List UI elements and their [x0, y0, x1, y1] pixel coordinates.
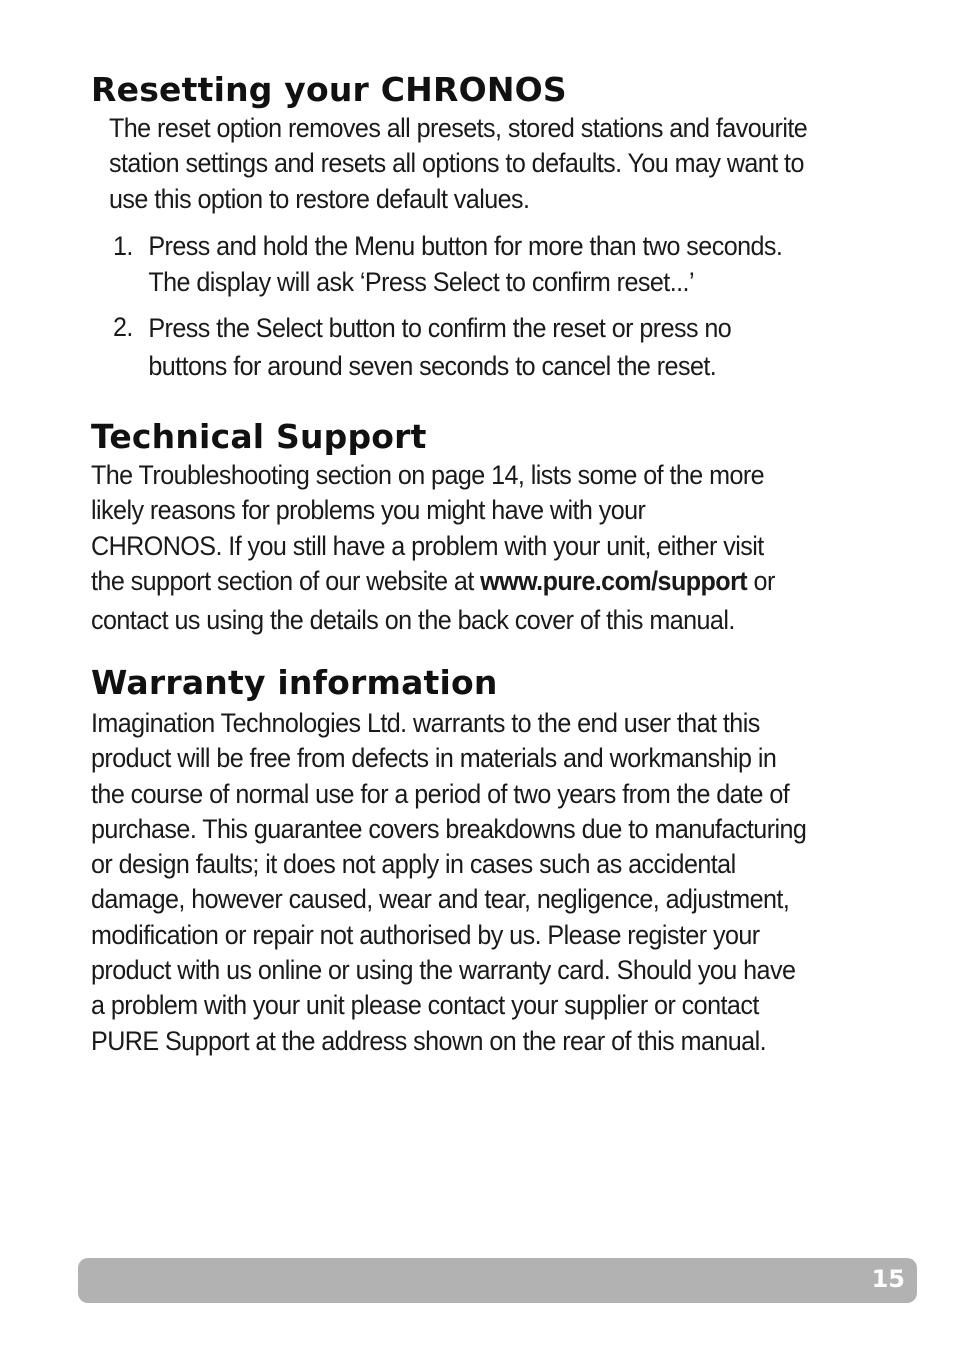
support-line-4: [91, 564, 775, 599]
warranty-line: product with us online or using the warranty card. Should you have: [91, 955, 796, 986]
reset-step-1-line-2: The display will ask ‘Press Select to confirm reset...’: [148, 267, 694, 297]
warranty-line: a problem with your unit please contact your supplier or contact: [91, 990, 759, 1021]
reset-step-2: [113, 309, 876, 387]
resetting-heading: Resetting your CHRONOS: [91, 70, 567, 109]
warranty-line: damage, however caused, wear and tear, negligence, adjustment,: [91, 884, 790, 915]
support-line-4-tail: or: [747, 565, 775, 596]
support-line-4-text: the support section of our website at: [91, 565, 481, 596]
reset-step-2-line-1: Press the Select button to confirm the reset or press no: [148, 313, 732, 343]
reset-step-2-line-2: buttons for around seven seconds to cancel the reset.: [148, 351, 717, 381]
warranty-line: the course of normal use for a period of two years from the date of: [91, 778, 790, 809]
support-line-1: The Troubleshooting section on page 14, lists some of the more: [91, 460, 765, 490]
reset-step-1-number: 1.: [113, 231, 133, 261]
page-footer-bar: [78, 1258, 917, 1303]
support-paragraph: [91, 458, 775, 638]
support-website-link[interactable]: www.pure.com/support: [480, 565, 748, 596]
support-heading: Technical Support: [91, 417, 427, 456]
warranty-line: or design faults; it does not apply in cases such as accidental: [91, 849, 736, 880]
reset-step-1: [113, 228, 876, 302]
warranty-line: Imagination Technologies Ltd. warrants to the end user that this: [91, 708, 760, 738]
reset-step-1-line-1: Press and hold the Menu button for more than two seconds.: [148, 231, 783, 261]
warranty-line: product will be free from defects in materials and workmanship in: [91, 743, 777, 774]
support-line-2: likely reasons for problems you might have with your: [91, 495, 646, 526]
warranty-line: modification or repair not authorised by us. Please register your: [91, 919, 760, 950]
resetting-intro-line-1: The reset option removes all presets, stored stations and favourite: [109, 113, 808, 143]
resetting-intro-line-3: use this option to restore default values.: [109, 183, 530, 214]
warranty-line: PURE Support at the address shown on the rear of this manual.: [91, 1025, 767, 1056]
warranty-line: purchase. This guarantee covers breakdowns due to manufacturing: [91, 813, 807, 844]
resetting-intro-line-2: station settings and resets all options to defaults. You may want to: [109, 148, 804, 179]
warranty-paragraph: [91, 706, 806, 1059]
support-line-3: CHRONOS. If you still have a problem with your unit, either visit: [91, 530, 764, 561]
support-line-5: contact us using the details on the back cover of this manual.: [91, 605, 735, 636]
page-number: 15: [871, 1265, 905, 1293]
resetting-intro: [109, 111, 807, 217]
reset-step-2-number: 2.: [113, 312, 133, 342]
reset-step-1-text: [148, 228, 782, 300]
reset-step-2-text: [148, 309, 731, 385]
warranty-heading: Warranty information: [91, 663, 498, 702]
